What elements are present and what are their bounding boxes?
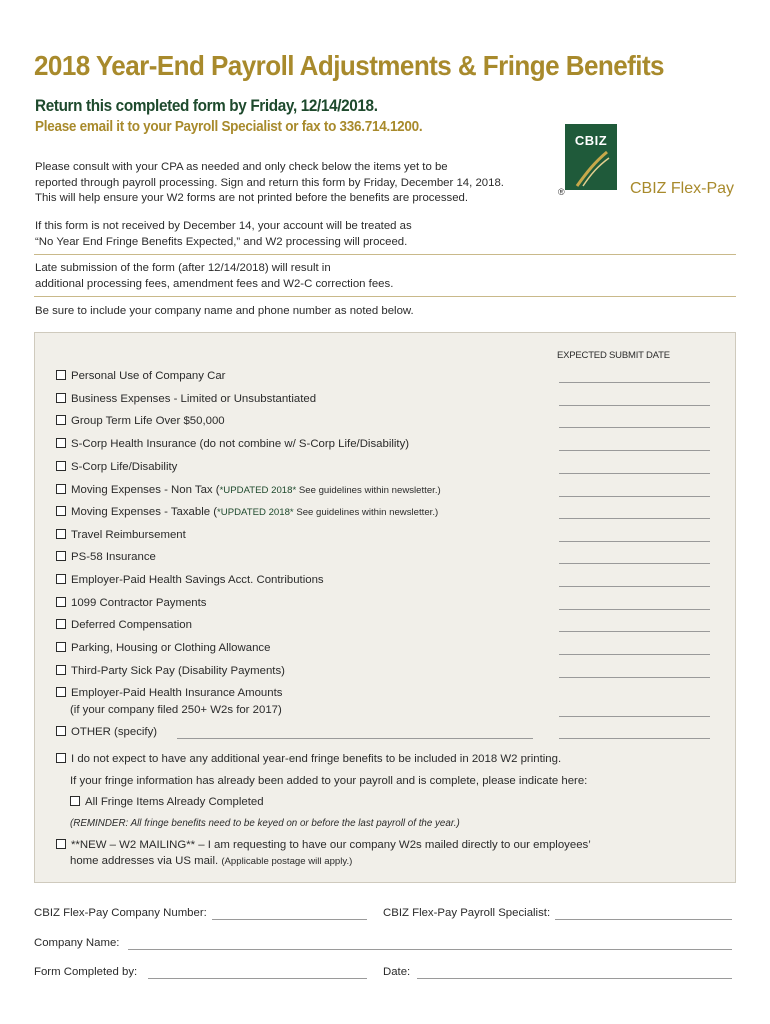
date-field[interactable] (559, 654, 710, 655)
checkbox[interactable] (56, 753, 66, 763)
checkbox-item-moving-nontax[interactable] (56, 484, 441, 500)
date-field[interactable] (559, 518, 710, 519)
date-field[interactable] (559, 427, 710, 428)
item-label: Third-Party Sick Pay (Disability Payments) (71, 665, 285, 677)
mailing-text: home addresses via US mail. (70, 855, 219, 867)
form-title: 2018 Year-End Payroll Adjustments & Fringe Benefits (34, 50, 664, 81)
checkbox-item-personal-car[interactable] (56, 370, 225, 386)
notice-line: If this form is not received by December 14, your account will be treated as (35, 220, 412, 232)
checkbox-item-group-term-life[interactable] (56, 415, 225, 431)
completed-by-label: Form Completed by: (34, 966, 138, 978)
notice-not-received (35, 219, 735, 250)
item-label: PS-58 Insurance (71, 551, 156, 563)
checkbox[interactable] (56, 484, 66, 494)
expected-submit-date-header: EXPECTED SUBMIT DATE (557, 350, 670, 361)
checkbox-item-travel[interactable] (56, 529, 186, 545)
logo-swoosh-icon (565, 124, 617, 190)
checkbox[interactable] (56, 529, 66, 539)
item-label: Parking, Housing or Clothing Allowance (71, 642, 271, 654)
date-field[interactable] (559, 677, 710, 678)
date-field[interactable] (559, 541, 710, 542)
checkbox[interactable] (56, 839, 66, 849)
checkbox[interactable] (56, 574, 66, 584)
guideline-note: See guidelines within newsletter.) (296, 485, 441, 496)
item-label: Employer-Paid Health Savings Acct. Contributions (71, 574, 324, 586)
completed-by-field[interactable] (148, 978, 367, 979)
item-label: Moving Expenses - Taxable ( (71, 506, 218, 518)
company-name-field[interactable] (128, 949, 732, 950)
email-fax-instruction: Please email it to your Payroll Specialist or fax to 336.714.1200. (35, 118, 423, 135)
notice-late-submission (35, 261, 735, 292)
checkbox[interactable] (56, 687, 66, 697)
date-field[interactable] (559, 473, 710, 474)
notice-line: additional processing fees, amendment fees and W2-C correction fees. (35, 277, 394, 290)
item-label: S-Corp Health Insurance (do not combine w/ S-Corp Life/Disability) (71, 438, 410, 450)
item-label: Personal Use of Company Car (71, 370, 226, 382)
checkbox[interactable] (56, 642, 66, 652)
checkbox-item-deferred-comp[interactable] (56, 619, 192, 635)
item-label: Business Expenses - Limited or Unsubstantiated (71, 393, 317, 405)
registered-mark: ® (558, 187, 565, 197)
checkbox-item-ps58[interactable] (56, 551, 156, 567)
guideline-note: See guidelines within newsletter.) (293, 507, 439, 518)
notice-line: “No Year End Fringe Benefits Expected,” and W2 processing will proceed. (35, 235, 408, 248)
checkbox-w2-mailing[interactable] (56, 839, 591, 855)
checkbox-all-completed[interactable] (70, 796, 264, 812)
item-label: Deferred Compensation (71, 619, 192, 631)
date-field[interactable] (559, 450, 710, 451)
updated-2018-tag: *UPDATED 2018* (219, 485, 297, 496)
checkbox[interactable] (56, 438, 66, 448)
item-label: **NEW – W2 MAILING** – I am requesting to have our company W2s mailed directly to our employees’ (71, 839, 591, 851)
payroll-specialist-field[interactable] (555, 919, 732, 920)
checkbox[interactable] (56, 370, 66, 380)
payroll-specialist-label: CBIZ Flex-Pay Payroll Specialist: (383, 907, 551, 919)
date-field[interactable] (417, 978, 732, 979)
checkbox-item-1099[interactable] (56, 597, 207, 613)
intro-line: reported through payroll processing. Sign and return this form by Friday, December 14, 2018. (35, 176, 504, 189)
company-name-label: Company Name: (34, 937, 120, 949)
intro-paragraph (35, 160, 535, 207)
date-field[interactable] (559, 496, 710, 497)
return-deadline: Return this completed form by Friday, 12/14/2018. (35, 96, 378, 115)
updated-2018-tag: *UPDATED 2018* (217, 507, 294, 518)
date-field[interactable] (559, 738, 710, 739)
date-field[interactable] (559, 563, 710, 564)
date-field[interactable] (559, 405, 710, 406)
cbiz-logo-text: CBIZ (574, 133, 608, 148)
item-label: OTHER (specify) (71, 726, 158, 738)
date-label: Date: (383, 966, 411, 978)
checkbox-item-hsa[interactable] (56, 574, 324, 590)
cbiz-flexpay-wordmark: CBIZ Flex-Pay (630, 180, 735, 197)
date-field[interactable] (559, 631, 710, 632)
checkbox-item-parking-housing[interactable] (56, 642, 270, 658)
divider (34, 296, 736, 297)
checkbox[interactable] (56, 597, 66, 607)
company-number-field[interactable] (212, 919, 367, 920)
item-label: Moving Expenses - Non Tax ( (71, 484, 220, 496)
date-field[interactable] (559, 586, 710, 587)
divider (34, 254, 736, 255)
checkbox[interactable] (56, 551, 66, 561)
checkbox[interactable] (56, 665, 66, 675)
checkbox-item-third-party-sick[interactable] (56, 665, 285, 681)
notice-line: Be sure to include your company name and phone number as noted below. (35, 305, 414, 317)
date-field[interactable] (559, 609, 710, 610)
item-label: All Fringe Items Already Completed (85, 796, 264, 808)
checkbox-item-moving-taxable[interactable] (56, 506, 438, 522)
checkbox[interactable] (56, 415, 66, 425)
checkbox[interactable] (56, 619, 66, 629)
health-amounts-condition: (if your company filed 250+ W2s for 2017) (70, 704, 282, 716)
item-label: Group Term Life Over $50,000 (71, 415, 225, 427)
intro-line: This will help ensure your W2 forms are not printed before the benefits are processed. (35, 192, 469, 204)
item-label: Employer-Paid Health Insurance Amounts (71, 687, 283, 699)
item-label: S-Corp Life/Disability (71, 461, 178, 473)
item-label: I do not expect to have any additional year-end fringe benefits to be included in 2018 W2 printing. (71, 753, 562, 765)
w2-mailing-line2 (70, 855, 352, 867)
checkbox-item-health-amounts[interactable] (56, 687, 282, 703)
checkbox-item-scorp-life[interactable] (56, 461, 177, 477)
notice-include-company (35, 304, 735, 320)
reminder-note: (REMINDER: All fringe benefits need to be keyed on or before the last payroll of the year.) (70, 818, 460, 829)
checkbox[interactable] (70, 796, 80, 806)
checkbox-item-scorp-health[interactable] (56, 438, 409, 454)
postage-note: (Applicable postage will apply.) (221, 856, 353, 867)
notice-line: Late submission of the form (after 12/14/2018) will result in (35, 262, 331, 274)
checkbox-item-business-expenses[interactable] (56, 393, 316, 409)
checkbox[interactable] (56, 393, 66, 403)
checkbox-no-fringe[interactable] (56, 753, 561, 769)
date-field[interactable] (559, 716, 710, 717)
checkbox[interactable] (56, 726, 66, 736)
item-label: Travel Reimbursement (71, 529, 186, 541)
checkbox[interactable] (56, 506, 66, 516)
checkbox-item-other[interactable] (56, 726, 157, 742)
company-number-label: CBIZ Flex-Pay Company Number: (34, 907, 207, 919)
item-label: 1099 Contractor Payments (71, 597, 207, 609)
already-added-instruction: If your fringe information has already been added to your payroll and is complete, please indicate here: (70, 775, 588, 787)
intro-line: Please consult with your CPA as needed and only check below the items yet to be (35, 161, 448, 173)
checkbox[interactable] (56, 461, 66, 471)
cbiz-logo (565, 124, 617, 190)
date-field[interactable] (559, 382, 710, 383)
other-specify-field[interactable] (177, 738, 533, 739)
